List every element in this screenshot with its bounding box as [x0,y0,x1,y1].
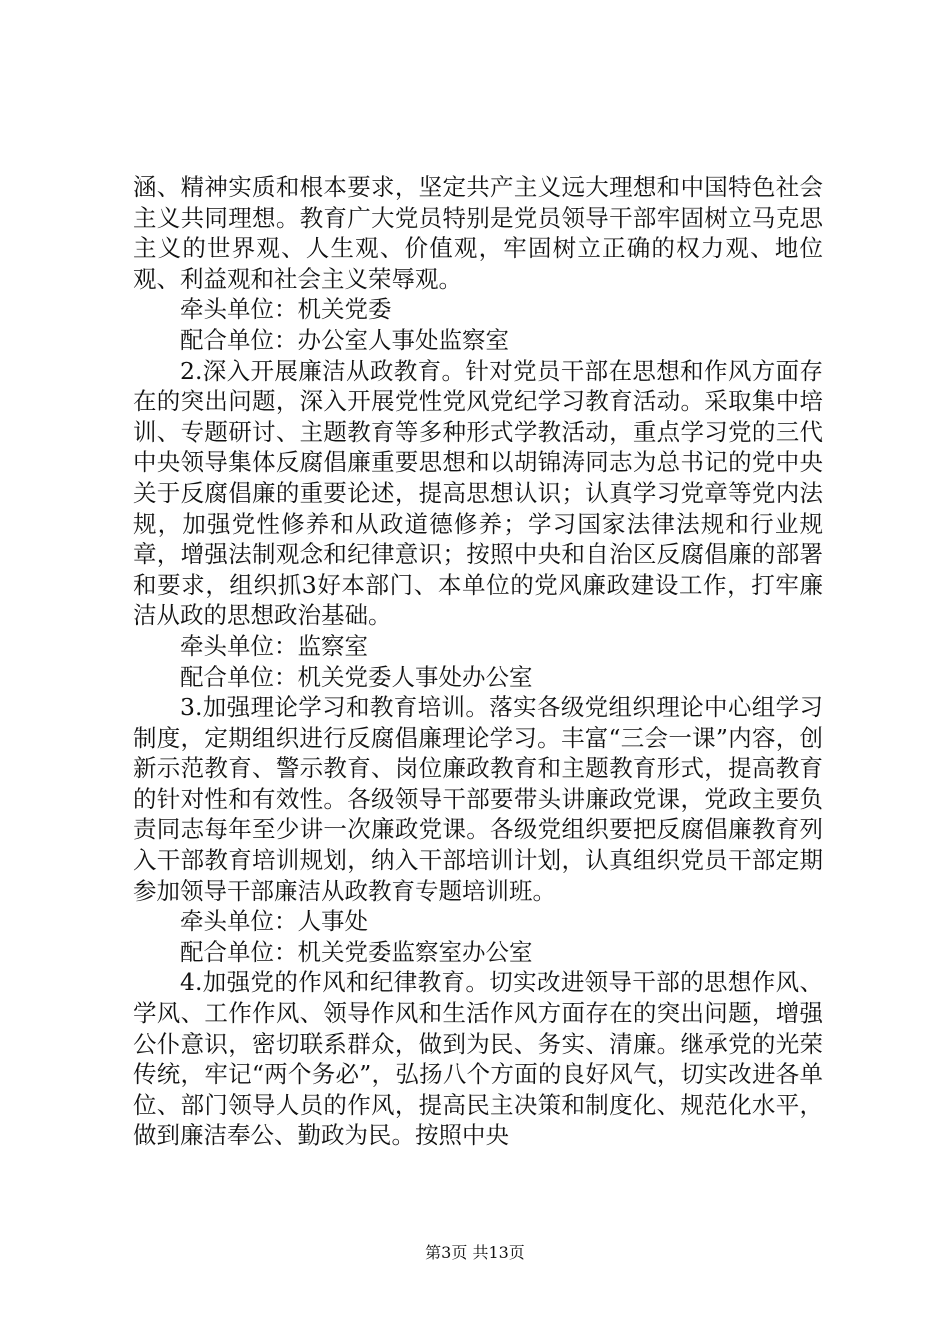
document-body [133,172,823,1151]
page-footer [0,1243,950,1263]
lead-unit-line: 牵头单位：机关党委 [180,295,392,324]
paragraph-continuation: 涵、精神实质和根本要求，坚定共产主义远大理想和中国特色社会主义共同理想。教育广大党员特别是党员领导干部牢固树立马克思主义的世界观、人生观、价值观，牢固树立正确的权力观、地位观、利益观和社会主义荣辱观。 [133,173,823,293]
page-number: 第3页 共13页 [425,1243,525,1262]
paragraph-item-3: 3.加强理论学习和教育培训。落实各级党组织理论中心组学习制度，定期组织进行反腐倡廉理论学习。丰富“三会一课”内容，创新示范教育、警示教育、岗位廉政教育和主题教育形式，提高教育的针对性和有效性。各级领导干部要带头讲廉政党课，党政主要负责同志每年至少讲一次廉政党课。各级党组织要把反腐倡廉教育列入干部教育培训规划，纳入干部培训计划，认真组织党员干部定期参加领导干部廉洁从政教育专题培训班。 [133,693,823,905]
cooperating-unit-line: 配合单位：机关党委人事处办公室 [180,662,533,691]
lead-unit-line: 牵头单位：监察室 [180,631,368,660]
cooperating-unit-line: 配合单位：办公室人事处监察室 [180,325,509,354]
lead-unit-line: 牵头单位：人事处 [180,907,368,936]
paragraph-item-2: 2.深入开展廉洁从政教育。针对党员干部在思想和作风方面存在的突出问题，深入开展党性党风党纪学习教育活动。采取集中培训、专题研讨、主题教育等多种形式学教活动，重点学习党的三代中央领导集体反腐倡廉重要思想和以胡锦涛同志为总书记的党中央关于反腐倡廉的重要论述，提高思想认识；认真学习党章等党内法规，加强党性修养和从政道德修养；学习国家法律法规和行业规章，增强法制观念和纪律意识；按照中央和自治区反腐倡廉的部署和要求，组织抓3好本部门、本单位的党风廉政建设工作，打牢廉洁从政的思想政治基础。 [133,356,823,630]
paragraph-item-4: 4.加强党的作风和纪律教育。切实改进领导干部的思想作风、学风、工作作风、领导作风和生活作风方面存在的突出问题，增强公仆意识，密切联系群众，做到为民、务实、清廉。继承党的光荣传统，牢记“两个务必”，弘扬八个方面的良好风气，切实改进各单位、部门领导人员的作风，提高民主决策和制度化、规范化水平，做到廉洁奉公、勤政为民。按照中央 [133,968,823,1150]
cooperating-unit-line: 配合单位：机关党委监察室办公室 [180,937,533,966]
